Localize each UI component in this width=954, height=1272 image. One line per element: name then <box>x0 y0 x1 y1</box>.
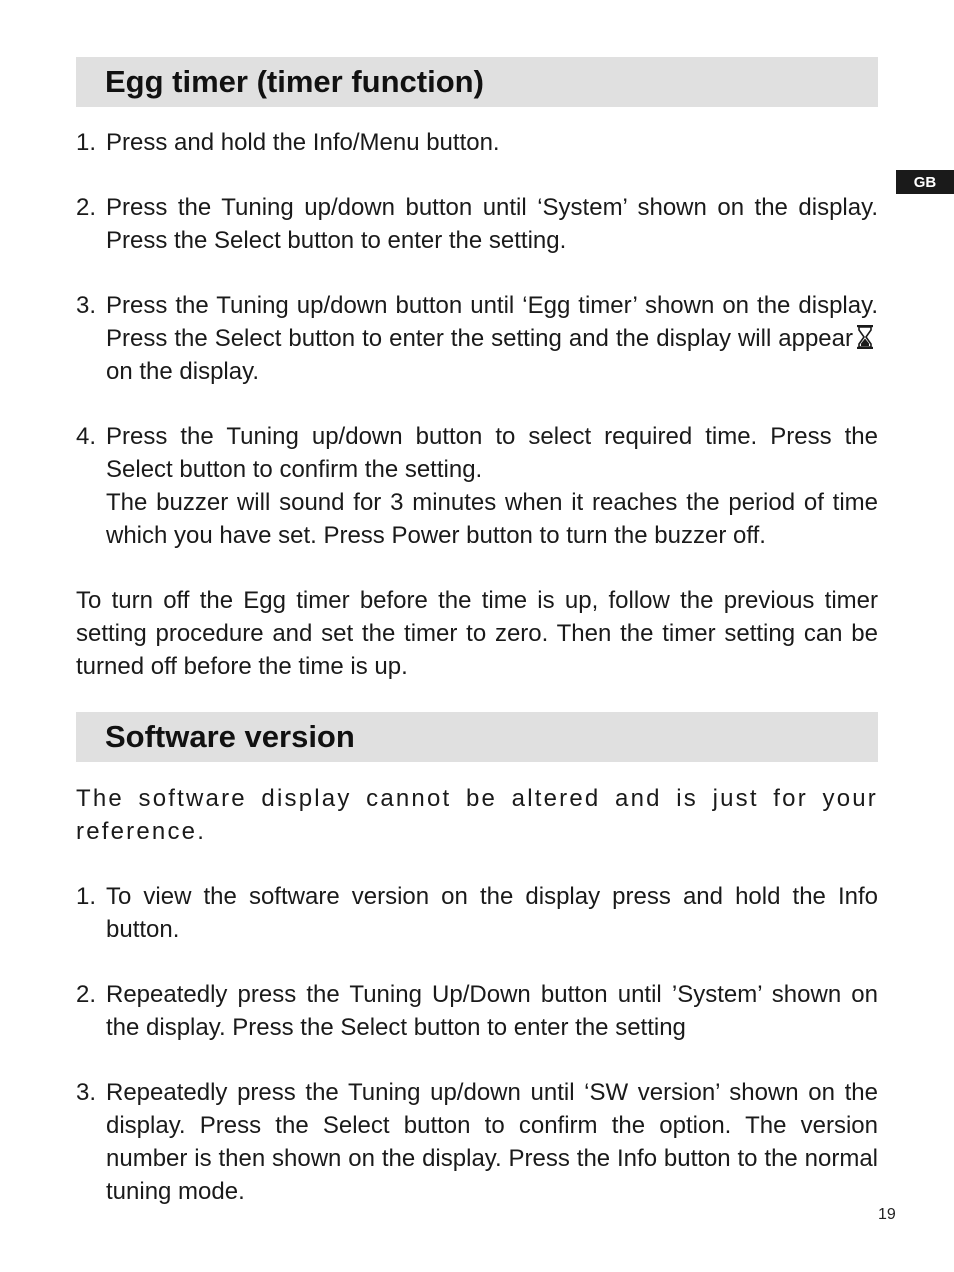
step-text-after-icon: on the display. <box>106 358 259 385</box>
step-text <box>106 289 878 388</box>
step-number: 2. <box>76 981 97 1008</box>
step-number: 3. <box>76 292 97 319</box>
step-text: Press and hold the Info/Menu button. <box>106 129 500 156</box>
step-text: To view the software version on the display press and hold the Info button. <box>106 883 878 943</box>
step-text-buzzer: The buzzer will sound for 3 minutes when it reaches the period of time which you have set. Press Power button to turn the buzzer off. <box>106 489 878 549</box>
step-text: Press the Tuning up/down button until ‘System’ shown on the display. Press the Select button to enter the setting. <box>106 194 878 254</box>
step-number: 4. <box>76 423 97 450</box>
egg-timer-step-3 <box>76 289 878 388</box>
manual-page <box>76 57 878 1208</box>
egg-timer-step-2 <box>76 191 878 257</box>
step-number: 1. <box>76 129 97 156</box>
egg-timer-step-1 <box>76 126 878 159</box>
step-number: 3. <box>76 1079 97 1106</box>
software-version-header <box>76 712 878 762</box>
egg-timer-header <box>76 57 878 107</box>
step-number: 1. <box>76 883 97 910</box>
software-step-2 <box>76 978 878 1044</box>
software-step-1 <box>76 880 878 946</box>
egg-timer-title: Egg timer (timer function) <box>105 64 484 99</box>
language-tab: GB <box>896 170 954 194</box>
step-text: Press the Tuning up/down button to select required time. Press the Select button to confirm the setting. <box>106 423 878 483</box>
hourglass-icon <box>855 324 875 350</box>
step-number: 2. <box>76 194 97 221</box>
step-text: Repeatedly press the Tuning up/down until ‘SW version’ shown on the display. Press the Select button to confirm the option. The version number is then shown on the display. Press the Info button to the normal tuning mode. <box>106 1079 878 1205</box>
step-text: Repeatedly press the Tuning Up/Down button until ’System’ shown on the display. Press the Select button to enter the setting <box>106 981 878 1041</box>
egg-timer-note: To turn off the Egg timer before the time is up, follow the previous timer setting procedure and set the timer to zero. Then the timer setting can be turned off before the time is up. <box>76 587 878 680</box>
software-version-title: Software version <box>105 719 355 754</box>
egg-timer-step-4 <box>76 420 878 552</box>
step-text-before-icon: Press the Tuning up/down button until ‘Egg timer’ shown on the display. Press the Select button to enter the setting and the display will appear <box>106 292 878 352</box>
software-step-3 <box>76 1076 878 1208</box>
software-intro: The software display cannot be altered and is just for your reference. <box>76 785 878 845</box>
page-number: 19 <box>878 1206 896 1223</box>
